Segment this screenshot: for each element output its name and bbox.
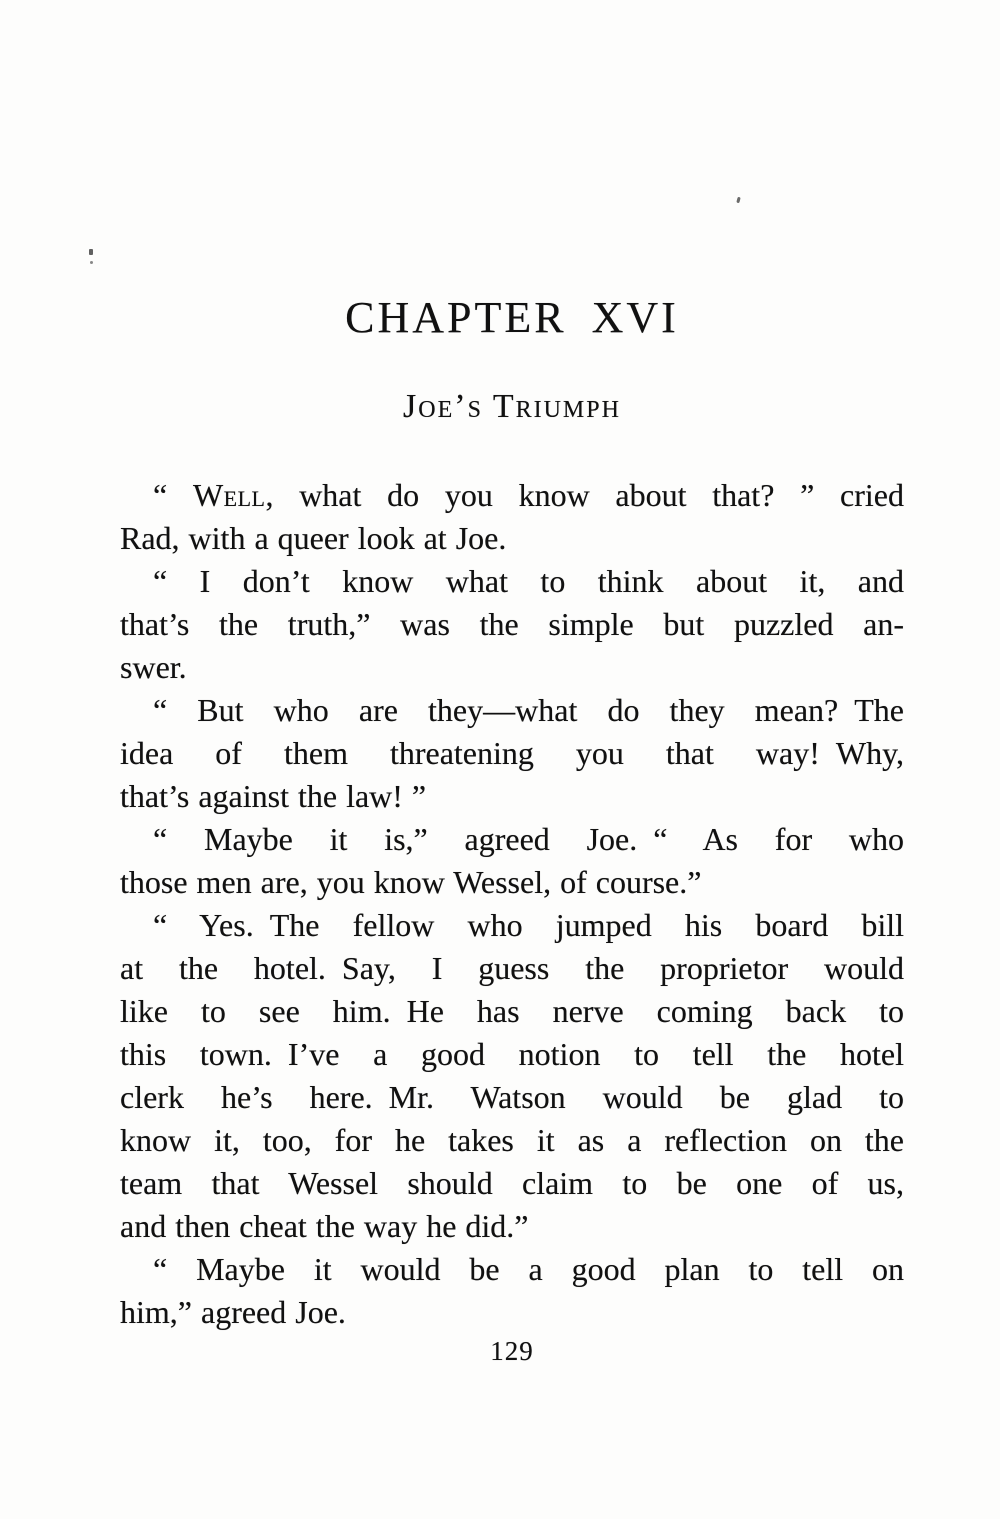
paragraph (120, 904, 904, 1248)
text-line: “ But who are they—what do they mean? The (153, 692, 904, 728)
text-line: know it, too, for he takes it as a reflection on the (120, 1122, 904, 1158)
text-line: him,” agreed Joe. (120, 1294, 346, 1330)
text-line: team that Wessel should claim to be one of us, (120, 1165, 904, 1201)
paragraph (120, 818, 904, 904)
text-line: Rad, with a queer look at Joe. (120, 520, 507, 556)
text-line (120, 474, 904, 517)
line-text: , what do you know about that? ” cried (265, 477, 905, 513)
text-line: and then cheat the way he did.” (120, 1208, 529, 1244)
text-line: “ Maybe it is,” agreed Joe. “ As for who (153, 821, 904, 857)
lead-word: Well (192, 477, 266, 513)
page-number: 129 (490, 1336, 534, 1366)
text-line: idea of them threatening you that way! Why, (120, 735, 904, 771)
text-line: that’s against the law! ” (120, 778, 427, 814)
paragraph (120, 560, 904, 689)
text-line: “ Maybe it would be a good plan to tell on (153, 1251, 904, 1287)
paragraph (120, 689, 904, 818)
chapter-subtitle: Joe’s Triumph (403, 388, 621, 425)
scan-artifact (89, 249, 93, 255)
text-line: those men are, you know Wessel, of course.” (120, 864, 702, 900)
text-line: “ Yes. The fellow who jumped his board bill (153, 907, 904, 943)
text-line: clerk he’s here. Mr. Watson would be glad to (120, 1079, 904, 1115)
chapter-heading: CHAPTER XVI (345, 293, 679, 342)
paragraph (120, 474, 904, 560)
text-line: like to see him. He has nerve coming back to (120, 993, 904, 1029)
text-line: “ I don’t know what to think about it, and (153, 563, 904, 599)
text-line: at the hotel. Say, I guess the proprietor would (120, 950, 904, 986)
text-line: swer. (120, 649, 187, 685)
text-line: this town. I’ve a good notion to tell the hotel (120, 1036, 904, 1072)
body-text (120, 474, 904, 1368)
open-quote: “ (153, 477, 193, 513)
text-line: that’s the truth,” was the simple but puzzled an- (120, 606, 904, 642)
paragraph (120, 1248, 904, 1334)
scan-artifact (90, 261, 93, 264)
